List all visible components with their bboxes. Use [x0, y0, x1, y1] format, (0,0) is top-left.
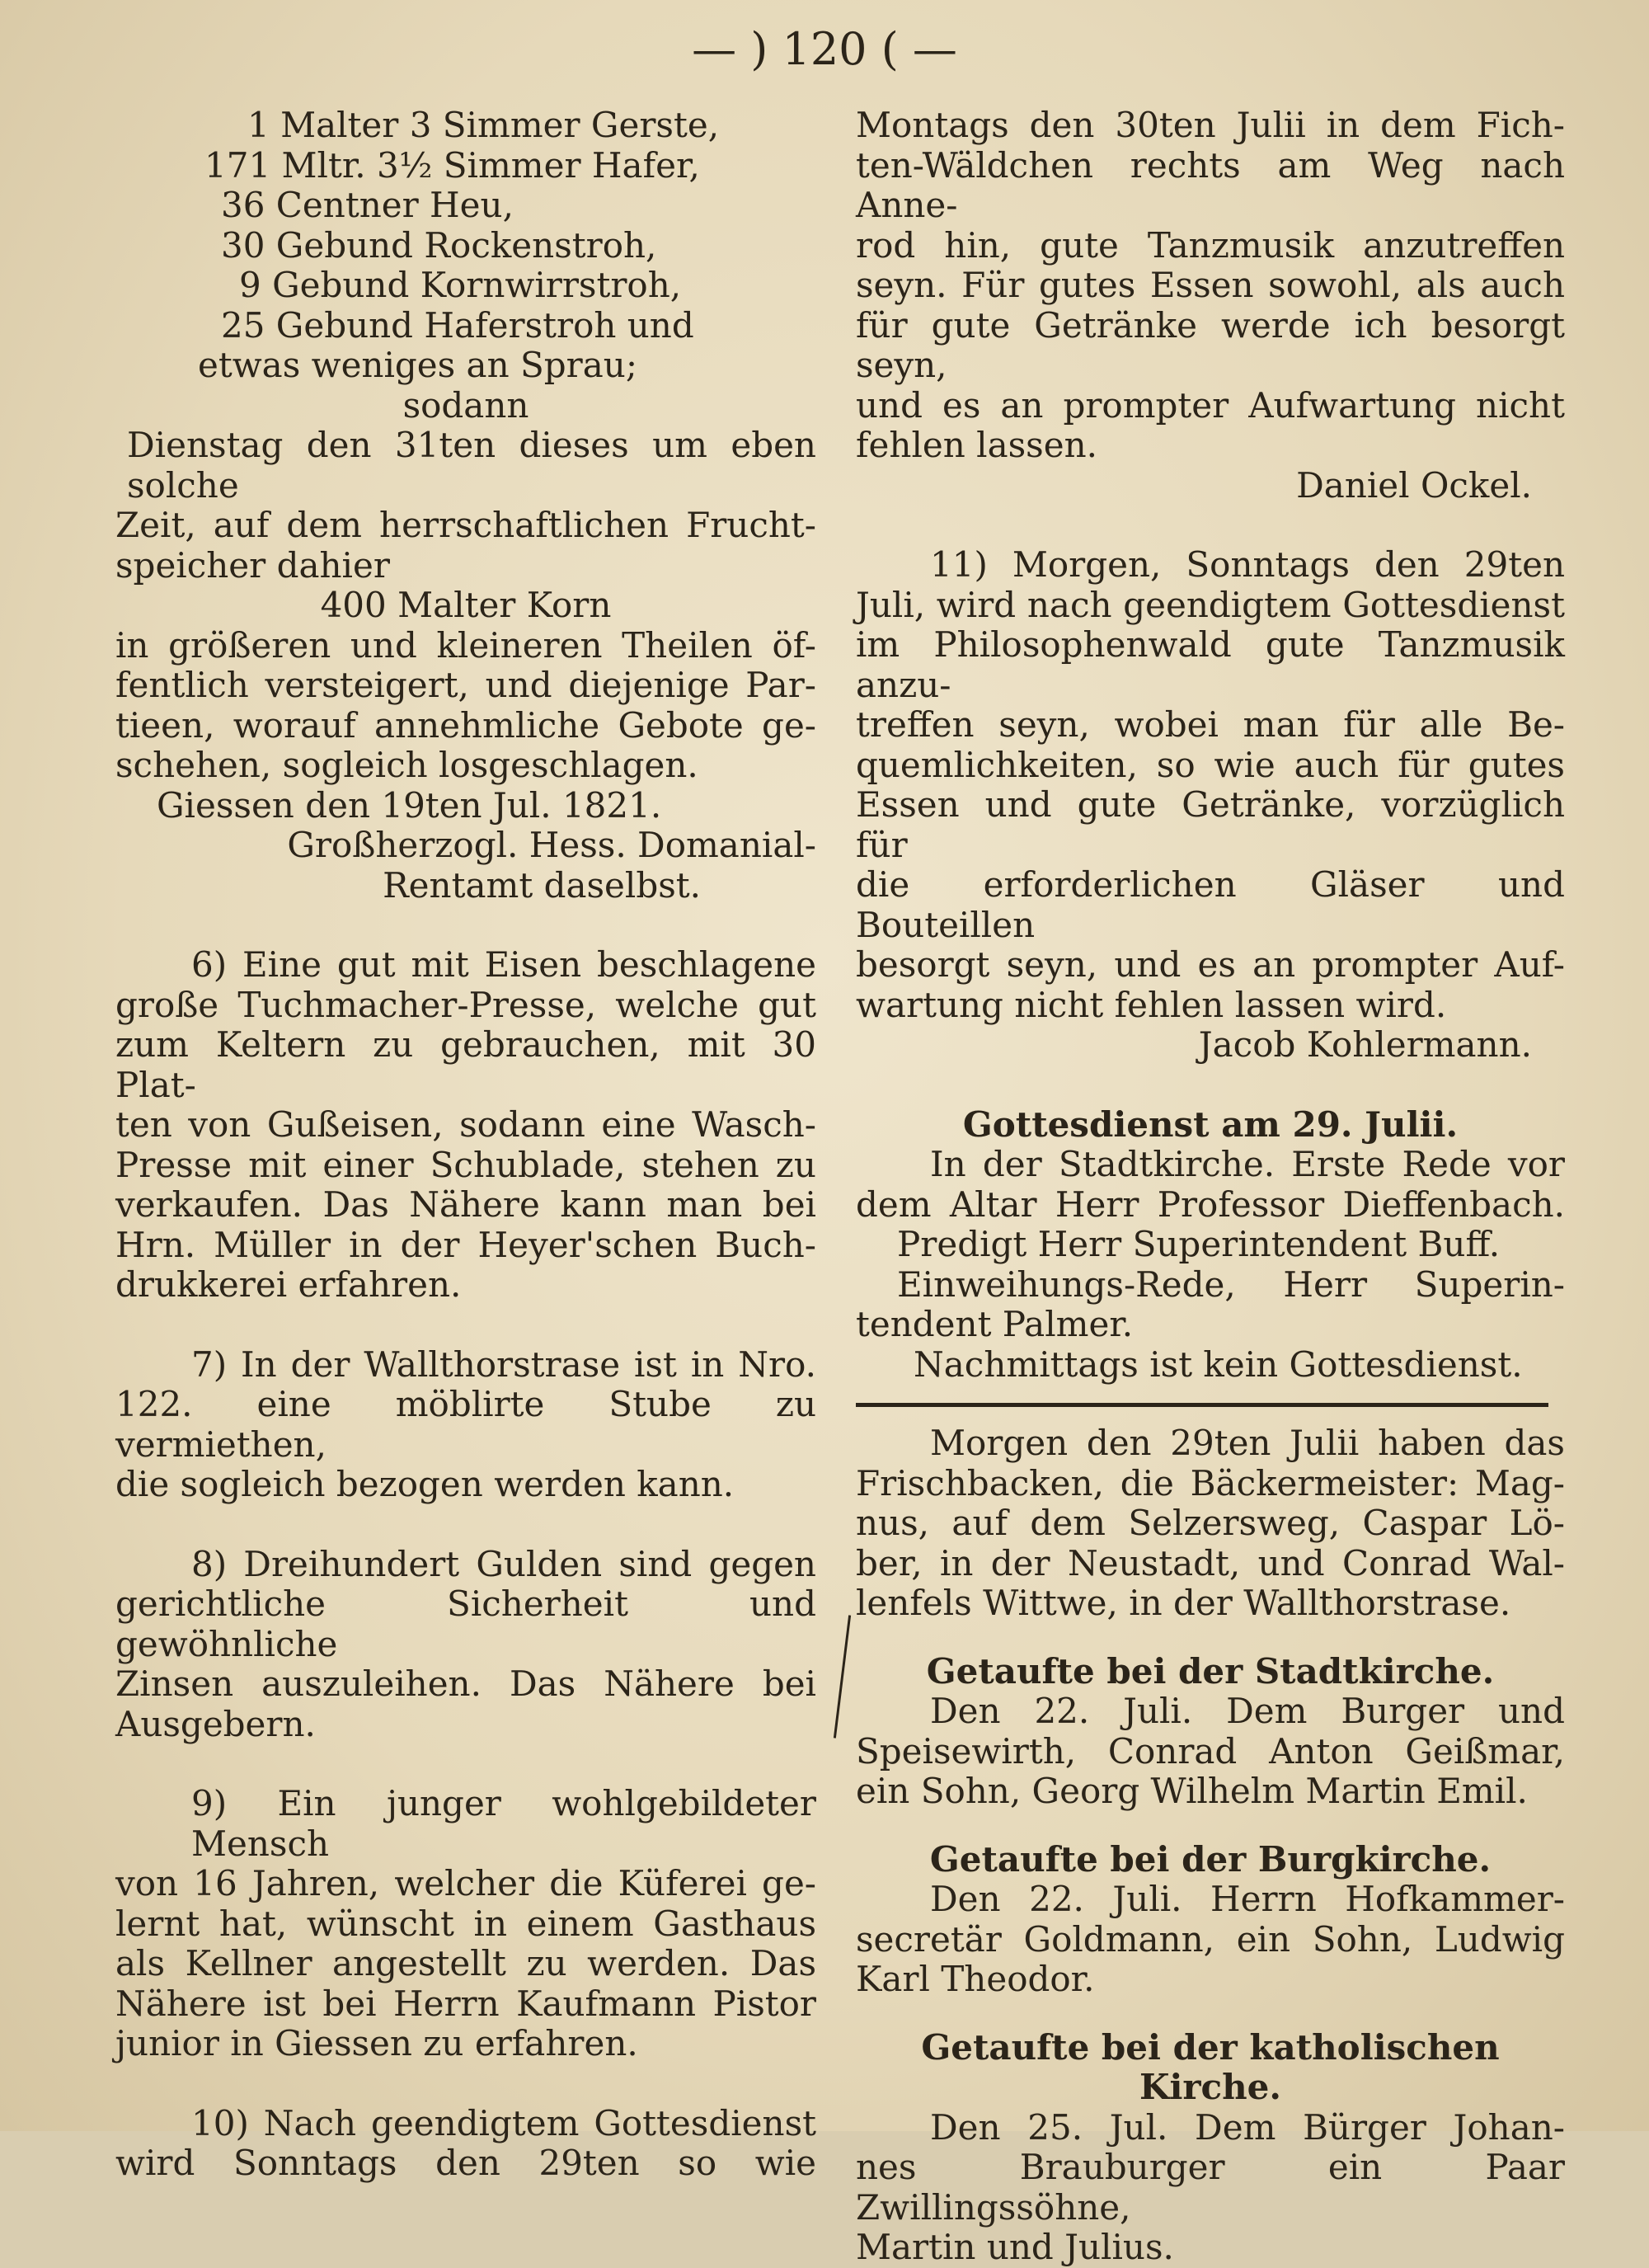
text-line: ber, in der Neustadt, und Conrad Wal-: [856, 1542, 1565, 1583]
list-item: 36 Centner Heu,: [221, 185, 514, 225]
text-line: nus, auf dem Selzersweg, Caspar Lö-: [856, 1503, 1565, 1543]
text-line: 6) Eine gut mit Eisen beschlagene: [191, 944, 816, 985]
text-line: Einweihungs-Rede, Herr Superin-: [897, 1263, 1565, 1305]
text-line: Essen und gute Getränke, vorzüglich für: [856, 784, 1565, 865]
text-line: Dienstag den 31ten dieses um eben solche: [127, 425, 816, 506]
text-line: wird Sonntags den 29ten so wie: [115, 2143, 816, 2183]
text-line: schehen, sogleich losgeschlagen.: [115, 745, 698, 785]
signature: Daniel Ockel.: [1296, 464, 1532, 506]
list-item: 30 Gebund Rockenstroh,: [221, 224, 657, 266]
list-item: 9 Gebund Kornwirrstroh,: [239, 265, 682, 305]
text-line: nes Brauburger ein Paar Zwillingssöhne,: [856, 2147, 1565, 2228]
text-line: tieen, worauf annehmliche Gebote ge-: [115, 704, 816, 746]
signature: Jacob Kohlermann.: [1198, 1024, 1532, 1065]
grain-list: [115, 106, 816, 426]
text-line: In der Stadtkirche. Erste Rede vor: [930, 1144, 1565, 1184]
text-line: 11) Morgen, Sonntags den 29ten: [930, 544, 1565, 585]
notice-11: [856, 545, 1565, 1066]
text-line: ein Sohn, Georg Wilhelm Martin Emil.: [856, 1771, 1528, 1811]
list-item: 1 Malter 3 Simmer Gerste,: [247, 105, 720, 145]
text-line: die sogleich bezogen werden kann.: [115, 1464, 735, 1504]
left-column: [115, 106, 816, 2184]
text-line: Speisewirth, Conrad Anton Geißmar,: [856, 1730, 1565, 1772]
text-line: Zinsen auszuleihen. Das Nähere bei: [115, 1663, 816, 1704]
text-line: für gute Getränke werde ich besorgt seyn,: [856, 304, 1565, 385]
text-line: Den 22. Juli. Herrn Hofkammer-: [930, 1879, 1565, 1919]
notice-7: [115, 1345, 816, 1505]
list-item: 25 Gebund Haferstroh und: [221, 304, 694, 346]
text-line: Frischbacken, die Bäckermeister: Mag-: [856, 1462, 1565, 1503]
ink-mark: [834, 1615, 851, 1738]
text-line: Zeit, auf dem herrschaftlichen Frucht-: [115, 505, 816, 545]
text-line: 9) Ein junger wohlgebildeter Mensch: [191, 1783, 816, 1864]
text-line: Predigt Herr Superintendent Buff.: [897, 1224, 1501, 1264]
signature: Rentamt daselbst.: [383, 864, 701, 906]
text-line: junior in Giessen zu erfahren.: [115, 2023, 638, 2063]
right-column: [856, 106, 1565, 2268]
text-line: Morgen den 29ten Julii haben das: [930, 1423, 1565, 1463]
list-item: sodann: [402, 384, 529, 426]
notice-9: [115, 1784, 816, 2064]
text-line: im Philosophenwald gute Tanzmusik anzu-: [856, 624, 1565, 705]
text-line: als Kellner angestellt zu werden. Das: [115, 1943, 816, 1983]
notice-6: [115, 945, 816, 1306]
section-heading: Getaufte bei der katholischen Kirche.: [921, 2026, 1500, 2107]
text-line: zum Keltern zu gebrauchen, mit 30 Plat-: [115, 1024, 816, 1105]
section-divider: [856, 1403, 1548, 1407]
text-line: Nachmittags ist kein Gottesdienst.: [914, 1343, 1523, 1385]
text-line: lernt hat, wünscht in einem Gasthaus: [115, 1903, 816, 1944]
text-line: speicher dahier: [115, 544, 390, 586]
text-line: von 16 Jahren, welcher die Küferei ge-: [115, 1863, 816, 1903]
text-line: Hrn. Müller in der Heyer'schen Buch-: [115, 1224, 816, 1265]
text-line: Montags den 30ten Julii in dem Fich-: [856, 105, 1565, 145]
text-line: besorgt seyn, und es an prompter Auf-: [856, 944, 1565, 985]
list-item: etwas weniges an Sprau;: [198, 345, 637, 385]
notice-10: [115, 2104, 816, 2184]
baptisms-stadtkirche: [856, 1652, 1565, 1812]
baker-notice: [856, 1423, 1565, 1624]
text-line: quemlichkeiten, so wie auch für gutes: [856, 744, 1565, 785]
page-number: — ) 120 ( —: [692, 23, 957, 75]
text-line: große Tuchmacher-Presse, welche gut: [115, 984, 816, 1025]
text-line: Martin und Julius.: [856, 2227, 1174, 2267]
dateline: Giessen den 19ten Jul. 1821.: [157, 784, 662, 826]
text-line: gerichtliche Sicherheit und gewöhnliche: [115, 1583, 816, 1664]
text-line: in größeren und kleineren Theilen öf-: [115, 624, 816, 666]
text-line: 122. eine möblirte Stube zu vermiethen,: [115, 1384, 816, 1465]
section-heading: Gottesdienst am 29. Julii.: [962, 1103, 1459, 1145]
text-line: fehlen lassen.: [856, 425, 1097, 465]
text-line: drukkerei erfahren.: [115, 1264, 462, 1305]
text-line: Den 25. Jul. Dem Bürger Johan-: [930, 2106, 1565, 2148]
church-service: [856, 1105, 1565, 1386]
text-line: fentlich versteigert, und diejenige Par-: [115, 665, 816, 705]
text-line: verkaufen. Das Nähere kann man bei: [115, 1184, 816, 1225]
text-line: wartung nicht fehlen lassen wird.: [856, 984, 1447, 1025]
signature: Großherzogl. Hess. Domanial-: [287, 825, 816, 865]
text-line: Presse mit einer Schublade, stehen zu: [115, 1144, 816, 1185]
text-line: 7) In der Wallthorstrase ist in Nro.: [191, 1343, 816, 1385]
text-line: treffen seyn, wobei man für alle Be-: [856, 704, 1565, 745]
section-heading: Getaufte bei der Stadtkirche.: [926, 1650, 1495, 1692]
text-line: Karl Theodor.: [856, 1959, 1095, 1999]
text-line: tendent Palmer.: [856, 1304, 1134, 1344]
baptisms-catholic: [856, 2028, 1565, 2268]
notice-8: [115, 1545, 816, 1745]
baptisms-burgkirche: [856, 1840, 1565, 2000]
text-line: Den 22. Juli. Dem Burger und: [930, 1691, 1565, 1731]
list-item: 171 Mltr. 3½ Simmer Hafer,: [204, 144, 700, 186]
text-line: Ausgebern.: [115, 1703, 316, 1744]
text-line: 400 Malter Korn: [320, 585, 612, 625]
text-line: Nähere ist bei Herrn Kaufmann Pistor: [115, 1983, 816, 2024]
text-line: und es an prompter Aufwartung nicht: [856, 384, 1565, 426]
section-heading: Getaufte bei der Burgkirche.: [929, 1838, 1492, 1880]
text-line: Juli, wird nach geendigtem Gottesdienst: [856, 584, 1565, 625]
notice-10-continued: [856, 106, 1565, 506]
text-line: 10) Nach geendigtem Gottesdienst: [191, 2102, 816, 2143]
text-line: 8) Dreihundert Gulden sind gegen: [191, 1543, 816, 1584]
text-line: seyn. Für gutes Essen sowohl, als auch: [856, 265, 1565, 305]
text-line: ten von Gußeisen, sodann eine Wasch-: [115, 1104, 816, 1145]
text-line: rod hin, gute Tanzmusik anzutreffen: [856, 224, 1565, 266]
text-line: ten-Wäldchen rechts am Weg nach Anne-: [856, 144, 1565, 225]
text-line: die erforderlichen Gläser und Bouteillen: [856, 864, 1565, 945]
text-line: dem Altar Herr Professor Dieffenbach.: [856, 1183, 1565, 1225]
text-line: secretär Goldmann, ein Sohn, Ludwig: [856, 1918, 1565, 1960]
text-line: lenfels Wittwe, in der Wallthorstrase.: [856, 1583, 1511, 1623]
